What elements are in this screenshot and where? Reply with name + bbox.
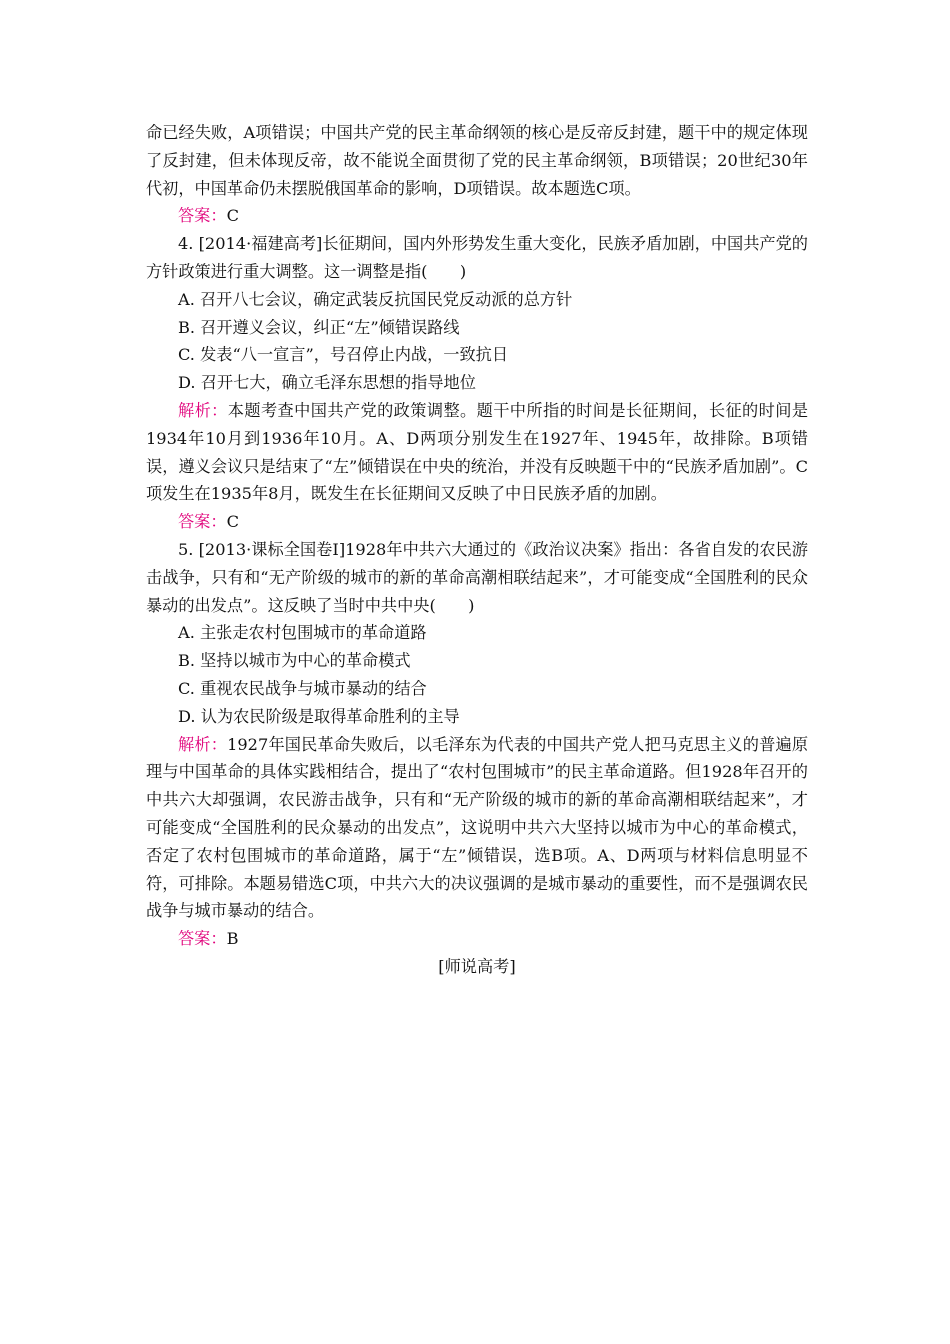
answer-value: B — [226, 929, 239, 949]
q5-option-c: C. 重视农民战争与城市暴动的结合 — [178, 678, 427, 698]
q5-option-b: B. 坚持以城市为中心的革命模式 — [178, 651, 411, 671]
document-page — [146, 119, 808, 981]
q4-option-d: D. 召开七大，确立毛泽东思想的指导地位 — [178, 373, 476, 393]
q5-option-a: A. 主张走农村包围城市的革命道路 — [178, 623, 427, 643]
q5-answer — [146, 925, 808, 953]
q3-answer — [146, 202, 808, 230]
q4-answer — [146, 508, 808, 536]
q5-stem: 5. [2013·课标全国卷Ⅰ]1928年中共六大通过的《政治议决案》指出：各省自发的农民游击战争，只有和“无产阶级的城市的新的革命高潮相联结起来”，才可能变成“全国胜利的民众暴动的出发点”。这反映了当时中共中央( ) — [146, 539, 808, 615]
analysis-label: 解析： — [178, 734, 228, 754]
answer-value: C — [226, 206, 239, 226]
q4-option-b: B. 召开遵义会议，纠正“左”倾错误路线 — [178, 317, 460, 337]
q5-option-d: D. 认为农民阶级是取得革命胜利的主导 — [178, 706, 460, 726]
q4-stem: 4. [2014·福建高考]长征期间，国内外形势发生重大变化，民族矛盾加剧，中国共产党的方针政策进行重大调整。这一调整是指( ) — [146, 234, 808, 281]
answer-label: 答案： — [178, 512, 227, 532]
q4-analysis-text: 本题考查中国共产党的政策调整。题干中所指的时间是长征期间，长征的时间是1934年10月到1936年10月。A、D两项分别发生在1927年、1945年，故排除。B项错误，遵义会议只是结束了“左”倾错误在中央的统治，并没有反映题干中的“民族矛盾加剧”。C项发生在1935年8月，既发生在长征期间又反映了中日民族矛盾的加剧。 — [146, 400, 809, 504]
q4-option-c: C. 发表“八一宣言”，号召停止内战，一致抗日 — [178, 345, 509, 365]
section-heading: [师说高考] — [438, 956, 516, 976]
answer-label: 答案： — [178, 206, 227, 226]
answer-value: C — [226, 512, 239, 532]
q5-analysis — [146, 731, 808, 926]
q4-option-a: A. 召开八七会议，确定武装反抗国民党反动派的总方针 — [178, 289, 573, 309]
analysis-label: 解析： — [178, 400, 228, 420]
q4-analysis — [146, 397, 808, 508]
q5-analysis-text: 1927年国民革命失败后，以毛泽东为代表的中国共产党人把马克思主义的普遍原理与中国革命的具体实践相结合，提出了“农村包围城市”的民主革命道路。但1928年召开的中共六大却强调，农民游击战争，只有和“无产阶级的城市的新的革命高潮相联结起来”，才可能变成“全国胜利的民众暴动的出发点”，这说明中共六大坚持以城市为中心的革命模式，否定了农村包围城市的革命道路，属于“左”倾错误，选B项。A、D两项与材料信息明显不符，可排除。本题易错选C项，中共六大的决议强调的是城市暴动的重要性，而不是强调农民战争与城市暴动的结合。 — [146, 734, 809, 921]
q3-analysis-continuation: 命已经失败，A项错误；中国共产党的民主革命纲领的核心是反帝反封建，题干中的规定体现了反封建，但未体现反帝，故不能说全面贯彻了党的民主革命纲领，B项错误；20世纪30年代初，中国革命仍未摆脱俄国革命的影响，D项错误。故本题选C项。 — [146, 123, 808, 198]
answer-label: 答案： — [178, 929, 227, 949]
